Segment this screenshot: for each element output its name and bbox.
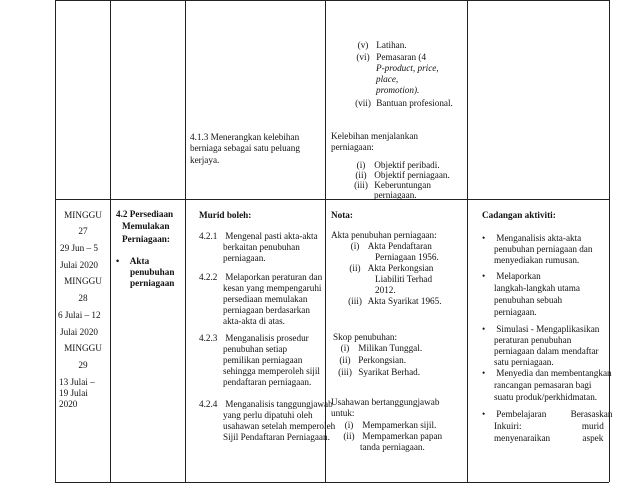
list-num: (iii)	[338, 367, 352, 377]
week-28-label	[56, 276, 110, 287]
list-num: (v)	[357, 40, 369, 50]
activity-3	[482, 324, 599, 335]
heading-text: Nota:	[331, 210, 353, 220]
topic-bullet-item	[116, 256, 149, 267]
heading-text: Murid boleh:	[199, 210, 252, 220]
week-range: Julai 2020	[60, 327, 99, 337]
subheading-text: Skop penubuhan:	[333, 332, 398, 342]
activity-5-l3	[494, 433, 603, 444]
activity-2	[482, 271, 541, 282]
topic-title-line: Memulakan	[122, 221, 170, 231]
topic-title	[116, 209, 173, 220]
week-29-label	[56, 343, 110, 354]
topic-title-line3	[122, 234, 170, 245]
list-text: promotion).	[376, 85, 420, 95]
objective-422-l2	[223, 283, 321, 294]
topic-title-line: Persediaan	[129, 209, 174, 219]
activity-line: Inkuiri: murid	[494, 421, 604, 431]
list-text: Syarikat Berhad.	[358, 367, 421, 377]
list-text: Perniagaan 1956.	[375, 252, 439, 262]
topic-item-line: penubuhan	[130, 267, 175, 277]
activity-line: penubuhan perniagaan dan	[494, 244, 593, 254]
list-text: Objektif perniagaan.	[374, 170, 450, 180]
activity-1	[482, 233, 581, 244]
prev-standard-413	[190, 132, 322, 166]
objective-number: 4.2.3	[199, 333, 218, 343]
objective-line: yang perlu dipatuhi oleh	[223, 410, 313, 420]
objective-line: usahawan setelah memperoleh	[223, 421, 336, 431]
list-num: (ii)	[355, 170, 367, 180]
objective-line: pendaftaran perniagaan.	[223, 377, 312, 387]
list-num: (i)	[340, 343, 350, 353]
week-29-range-c	[59, 399, 77, 410]
skop-heading	[333, 332, 397, 343]
activity-line: menyenaraikan aspek	[494, 433, 604, 443]
usaha-item-i	[338, 420, 436, 431]
list-num: (vi)	[356, 52, 370, 62]
akta-item-ii-l3	[375, 285, 396, 296]
objective-line: kesan yang mempengaruhi	[223, 283, 322, 293]
week-label: MINGGU	[64, 276, 102, 286]
prev-list-item-vi-line2	[376, 63, 439, 74]
prev-list-item-vii	[352, 98, 453, 109]
objective-421-l2	[223, 242, 300, 253]
week-range: 6 Julai – 12	[58, 310, 101, 320]
prev-list-item-vi	[352, 52, 426, 63]
objective-line: Menganalisis prosedur	[225, 333, 309, 343]
activity-3-l3	[494, 346, 599, 357]
skop-item-iii	[334, 367, 420, 378]
week-27-range-a	[60, 243, 98, 254]
row-divider	[55, 199, 609, 200]
activity-4-l2	[494, 380, 591, 391]
objective-423-l3	[223, 355, 302, 366]
week-range: 29 Jun – 5	[60, 243, 99, 253]
topic-item-line: perniagaan	[130, 278, 175, 288]
objective-number: 4.2.2	[199, 272, 218, 282]
topic-number: 4.2	[116, 209, 128, 219]
list-text: P-product, price,	[376, 63, 439, 73]
akta-item-ii	[344, 263, 433, 274]
usaha-heading	[331, 397, 439, 420]
activity-1-l3	[494, 255, 579, 266]
subheading-text: Usahawan bertanggungjawab	[331, 397, 440, 407]
activity-line: rancangan pemasaran bagi	[494, 380, 592, 390]
activity-line: Melaporkan	[496, 271, 541, 281]
objective-line: penubuhan setiap	[223, 344, 288, 354]
week-label: MINGGU	[64, 210, 102, 220]
objective-424-l3	[223, 421, 335, 432]
objective-424-l2	[223, 410, 313, 421]
list-num: (ii)	[349, 263, 361, 273]
list-num: (iii)	[348, 296, 362, 306]
objective-422-l5	[223, 316, 285, 327]
akta-item-i	[344, 241, 432, 252]
list-num: (ii)	[343, 431, 355, 441]
topic-item-line2	[130, 267, 174, 278]
objective-line: Melaporkan peraturan dan	[225, 272, 323, 282]
list-text: Liabiliti Terhad	[375, 274, 433, 284]
notes-akta-heading	[331, 230, 437, 241]
heading-text: Cadangan aktiviti:	[482, 210, 556, 220]
objective-line: Menganalisis tanggungjawab	[225, 399, 333, 409]
table-top-border	[55, 0, 609, 1]
list-num: (ii)	[339, 355, 351, 365]
activities-heading	[482, 210, 556, 221]
week-range: 13 Julai –	[59, 377, 95, 387]
objective-424	[199, 399, 333, 410]
week-28-range-b	[60, 327, 98, 338]
col-border-4	[467, 0, 468, 482]
list-num: (vii)	[355, 98, 371, 108]
objective-line: pemilikan perniagaan	[223, 355, 303, 365]
skop-item-ii	[334, 355, 406, 366]
activity-4-l3	[494, 392, 597, 403]
week-number: 28	[78, 293, 88, 303]
list-num: (i)	[344, 420, 354, 430]
objective-422	[199, 272, 322, 283]
list-text: Akta Pendaftaran	[367, 241, 432, 251]
skop-item-i	[334, 343, 422, 354]
list-num: (i)	[350, 241, 360, 251]
activity-2-l2	[494, 283, 580, 294]
list-text: Mempamerkan sijil.	[362, 420, 437, 430]
objective-421	[199, 231, 318, 242]
objective-line: Sijil Pendaftaran Perniagaan.	[223, 432, 330, 442]
usaha-item-ii	[338, 431, 442, 442]
heading-line: Kelebihan menjalankan	[331, 131, 418, 141]
list-text: Milikan Tunggal.	[358, 343, 423, 353]
list-text: Objektif peribadi.	[374, 160, 440, 170]
topic-item-line: Akta	[129, 256, 150, 266]
activity-line: menyediakan rumusan.	[494, 255, 580, 265]
topic-title-line2	[122, 221, 169, 232]
objective-423	[199, 333, 309, 344]
list-text: tanda perniagaan.	[360, 442, 425, 452]
activity-line: penubuhan sebuah	[494, 295, 563, 305]
col-border-2	[185, 0, 186, 482]
week-27-number	[56, 226, 110, 237]
week-label: MINGGU	[64, 343, 102, 353]
list-text: perniagaan.	[374, 190, 417, 200]
list-num: (iii)	[354, 180, 368, 190]
list-text: Akta Perkongsian	[367, 263, 434, 273]
bullet-icon: •	[482, 368, 486, 378]
week-range: 2020	[59, 399, 78, 409]
week-28-range-a	[58, 310, 101, 321]
activity-3-l2	[494, 335, 571, 346]
col-border-0	[55, 0, 56, 482]
list-text: Latihan.	[376, 40, 407, 50]
objectives-heading	[199, 210, 251, 221]
objective-line: Mengenal pasti akta-akta	[225, 231, 318, 241]
activity-2-l3	[494, 295, 562, 306]
activity-1-l2	[494, 244, 592, 255]
table-bottom-border	[55, 482, 609, 483]
bullet-icon: •	[482, 271, 486, 281]
bullet-icon: •	[482, 233, 486, 243]
akta-item-iii	[344, 296, 442, 307]
objective-422-l3	[223, 294, 307, 305]
week-27-range-b	[60, 260, 98, 271]
objective-number: 4.2.4	[199, 399, 218, 409]
activity-4	[482, 368, 612, 379]
prev-heading-kelebihan	[331, 131, 418, 154]
objective-line: akta-akta di atas.	[223, 316, 285, 326]
week-number: 27	[78, 226, 88, 236]
col-border-1	[110, 0, 111, 482]
objective-line: sehingga memperoleh sijil	[223, 366, 320, 376]
objective-422-l4	[223, 305, 310, 316]
objective-423-l5	[223, 377, 311, 388]
activity-line: Menganalisis akta-akta	[496, 233, 582, 243]
list-text: Akta Syarikat 1965.	[367, 296, 442, 306]
list-text: Perkongsian.	[358, 355, 407, 365]
prev-list-item-v	[352, 40, 407, 51]
objective-line: perniagaan.	[223, 253, 266, 263]
bullet-icon: •	[116, 256, 120, 266]
list-text: place,	[376, 74, 399, 84]
list-text: Mempamerkan papan	[362, 431, 443, 441]
activity-line: satu perniagaan.	[494, 357, 554, 367]
week-28-number	[56, 293, 110, 304]
activity-5	[482, 409, 612, 420]
bullet-icon: •	[482, 324, 486, 334]
objective-number: 4.2.1	[199, 231, 218, 241]
week-29-range-b	[59, 388, 88, 399]
objective-line: perniagaan berdasarkan	[223, 305, 310, 315]
list-text: Pemasaran (4	[376, 52, 427, 62]
week-range: 19 Julai	[59, 388, 88, 398]
heading-line: perniagaan:	[331, 142, 374, 153]
week-27-label	[56, 210, 110, 221]
activity-line: peraturan penubuhan	[494, 335, 572, 345]
objective-423-l2	[223, 344, 287, 355]
list-text: Keberuntungan	[374, 180, 431, 190]
objective-424-l4	[223, 432, 330, 443]
week-range: Julai 2020	[60, 260, 99, 270]
prev-list-item-vi-line3	[376, 74, 398, 85]
activity-5-l2	[494, 421, 604, 432]
activity-line: perniagaan dalam mendaftar	[494, 346, 599, 356]
prev-list-item-vi-line4	[376, 85, 419, 96]
topic-title-line: Perniagaan:	[122, 234, 170, 244]
week-29-range-a	[59, 377, 95, 388]
list-text: 2012.	[375, 285, 396, 295]
objective-423-l4	[223, 366, 320, 377]
week-29-number	[56, 360, 110, 371]
objective-421-l3	[223, 253, 266, 264]
activity-line: Menyedia dan membentangkan	[496, 368, 612, 378]
subheading-text: untuk:	[331, 408, 355, 419]
subheading-text: Akta penubuhan perniagaan:	[331, 230, 437, 240]
activity-line: suatu produk/perkhidmatan.	[494, 392, 598, 402]
prev-list-b-iii-line2	[374, 190, 417, 201]
topic-item-line3	[130, 278, 174, 289]
activity-3-l4	[494, 357, 554, 368]
list-text: Bantuan profesional.	[376, 98, 453, 108]
week-number: 29	[78, 360, 88, 370]
activity-2-l4	[494, 307, 537, 318]
akta-item-ii-l2	[375, 274, 432, 285]
objective-line: berkaitan penubuhan	[223, 242, 300, 252]
prev-standard-text: 4.1.3 Menerangkan kelebihan berniaga sebagai satu peluang kerjaya.	[190, 132, 300, 165]
objective-line: persediaan memulakan	[223, 294, 308, 304]
akta-item-i-l2	[375, 252, 439, 263]
activity-line: langkah-langkah utama	[494, 283, 580, 293]
list-num: (i)	[356, 160, 366, 170]
usaha-item-ii-l2	[360, 442, 425, 453]
bullet-icon: •	[482, 409, 486, 419]
notes-heading	[331, 210, 353, 221]
activity-line: perniagaan.	[494, 307, 537, 317]
activity-line: Pembelajaran Berasaskan	[496, 409, 613, 419]
activity-line: Simulasi - Mengaplikasikan	[496, 324, 600, 334]
